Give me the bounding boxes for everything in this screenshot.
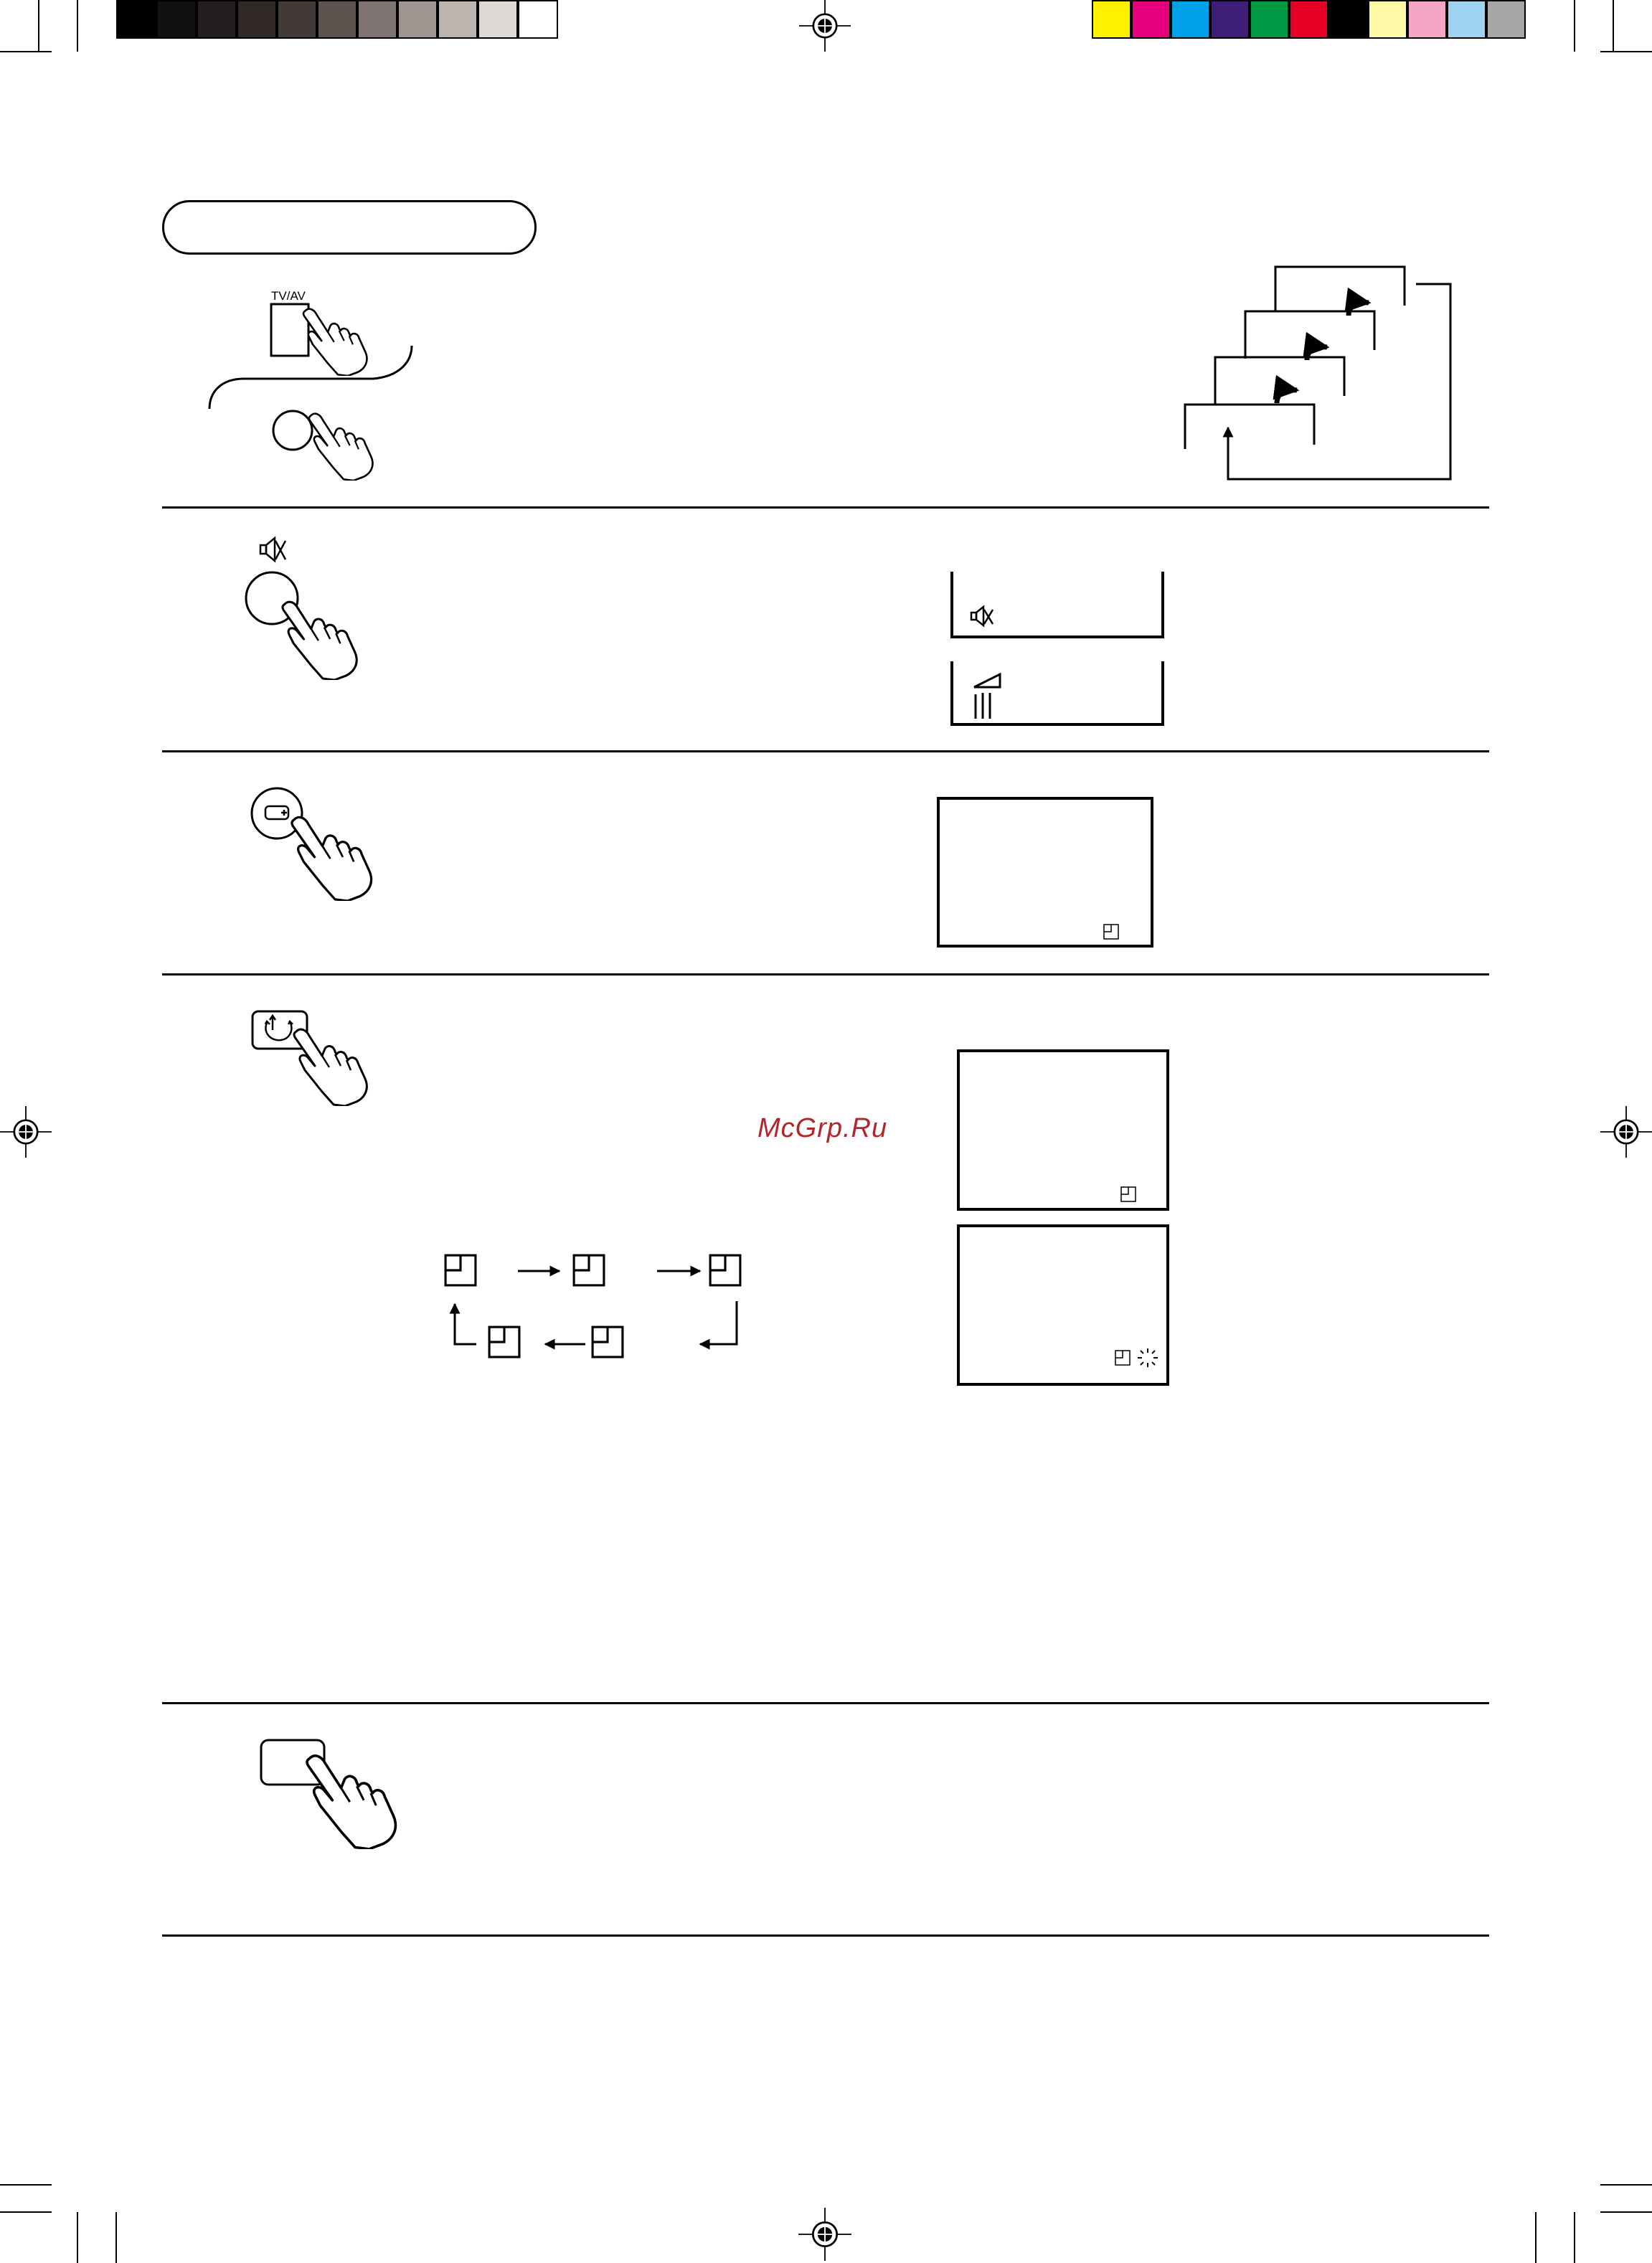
hand-pointer-icon [303, 309, 367, 376]
picture-mode-icon [1121, 1187, 1136, 1201]
watermark-text: McGrp.Ru [757, 1113, 888, 1143]
picture-mode-icon [489, 1327, 519, 1357]
hand-pointer-icon [292, 817, 372, 901]
picture-mode-icon [710, 1255, 740, 1285]
registration-mark-icon [799, 0, 851, 52]
osd-mute-frame [952, 572, 1163, 637]
hand-pointer-icon [294, 1029, 367, 1106]
tv-av-button-graphic [209, 304, 412, 481]
mute-icon [971, 607, 993, 625]
volume-icon [974, 674, 1000, 719]
picture-mode-icon [574, 1255, 604, 1285]
sparkle-icon [1138, 1348, 1158, 1367]
picture-mode-icon [593, 1327, 623, 1357]
picture-mode-icon [1115, 1351, 1130, 1365]
picture-mode-icon [445, 1255, 476, 1285]
hand-pointer-icon [307, 1756, 395, 1849]
display-button-graphic [252, 788, 302, 838]
registration-mark-icon [0, 1106, 52, 1158]
picture-mode-icon [1104, 925, 1118, 939]
hand-pointer-icon [309, 414, 372, 481]
picture-mode-cycle-diagram [445, 1255, 740, 1357]
registration-mark-icon [1600, 1106, 1652, 1158]
hand-pointer-icon [283, 602, 357, 680]
input-cycle-diagram [1185, 267, 1450, 479]
tv-av-button-label: TV/AV [271, 289, 306, 303]
mute-icon [260, 538, 285, 561]
registration-mark-icon [798, 2208, 851, 2261]
